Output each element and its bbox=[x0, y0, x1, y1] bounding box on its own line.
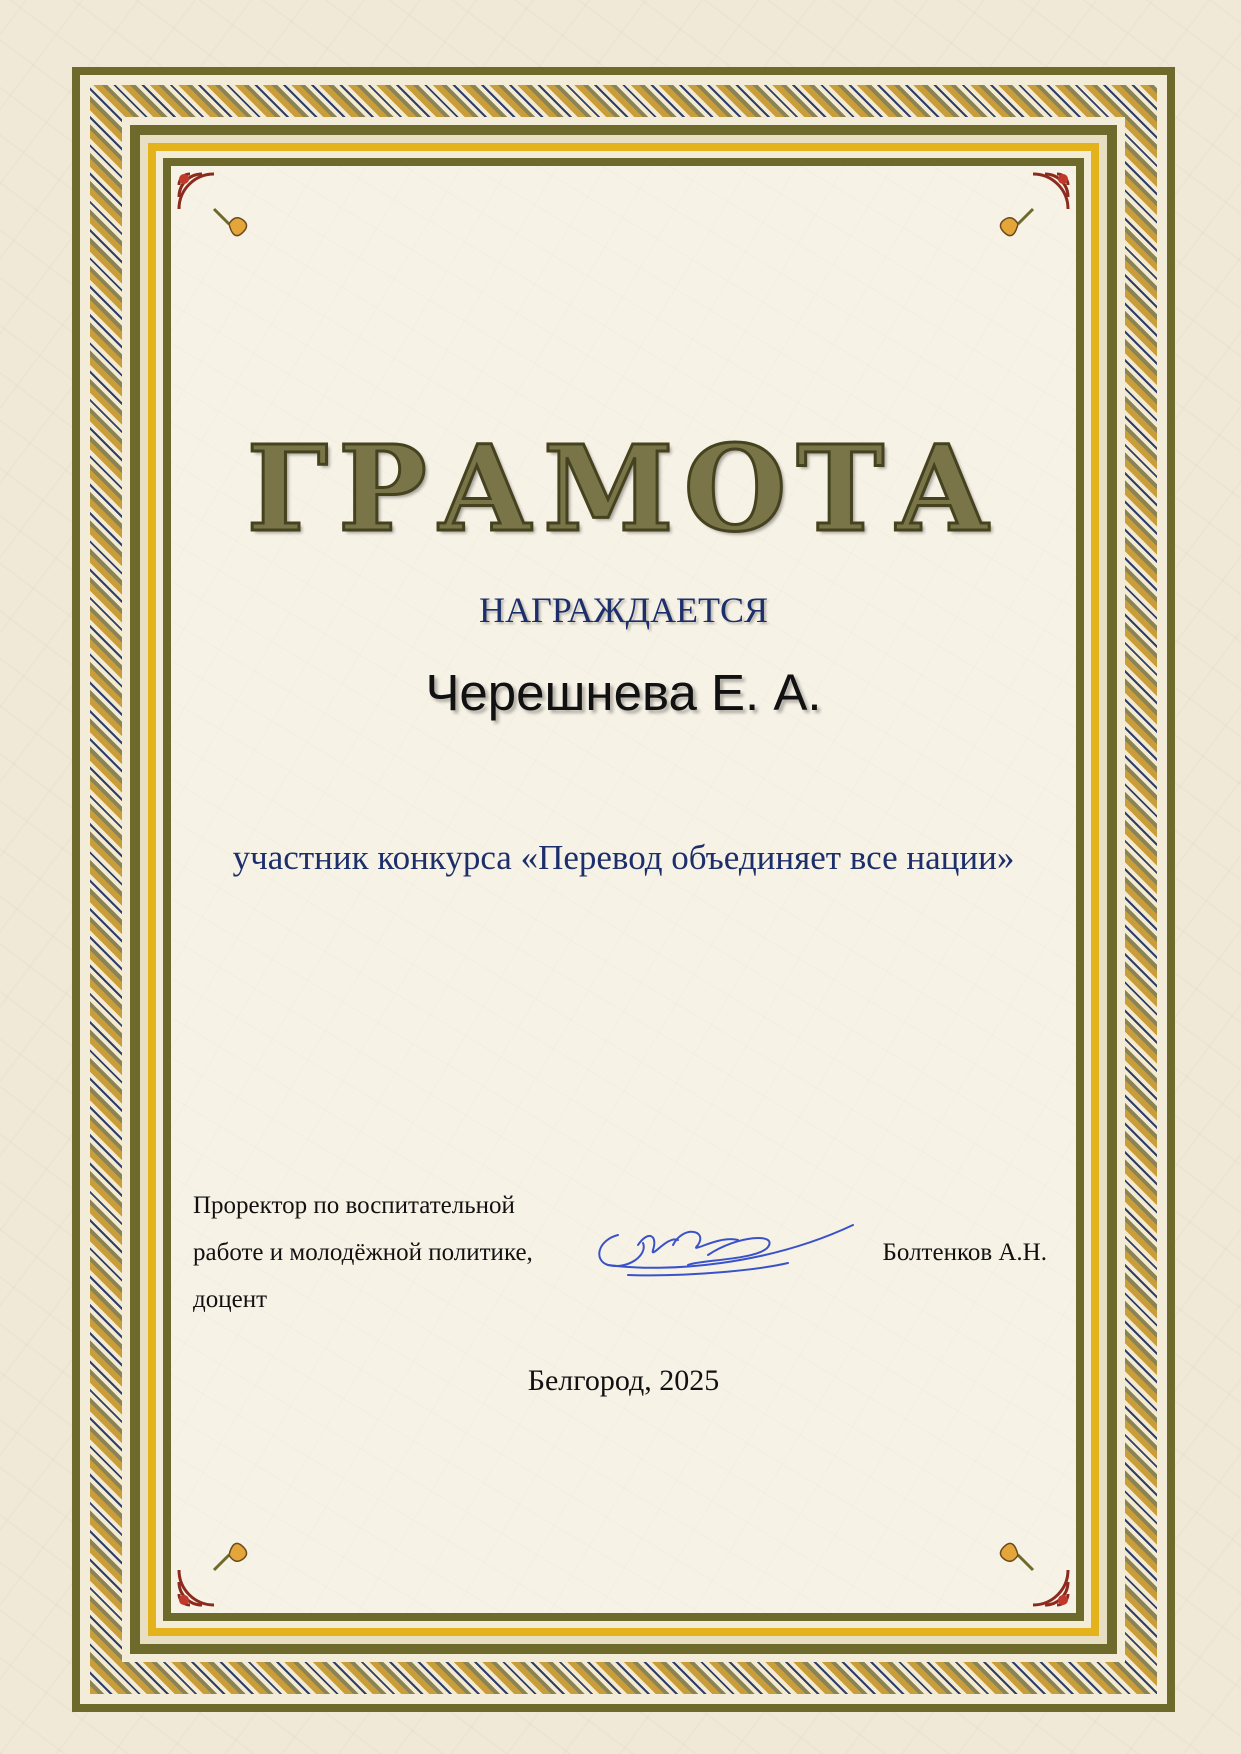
corner-ornament-bottom-left-icon bbox=[174, 1520, 264, 1610]
corner-ornament-bottom-right-icon bbox=[983, 1520, 1073, 1610]
certificate-title: ГРАМОТА bbox=[246, 419, 1001, 558]
award-reason: участник конкурса «Перевод объединяет все нации» bbox=[232, 838, 1015, 877]
handwritten-signature bbox=[588, 1215, 858, 1295]
signatory-position-line-3: доцент bbox=[193, 1286, 267, 1313]
signatory-name: Болтенков А.Н. bbox=[882, 1239, 1047, 1266]
city-and-year: Белгород, 2025 bbox=[527, 1364, 720, 1397]
awarded-label: НАГРАЖДАЕТСЯ bbox=[478, 590, 769, 630]
corner-ornament-top-right-icon bbox=[983, 169, 1073, 259]
corner-ornament-top-left-icon bbox=[174, 169, 264, 259]
signatory-position-line-1: Проректор по воспитательной bbox=[193, 1192, 515, 1219]
recipient-name: Черешнева Е. А. bbox=[425, 664, 822, 721]
signatory-position-line-2: работе и молодёжной политике, bbox=[193, 1239, 533, 1266]
